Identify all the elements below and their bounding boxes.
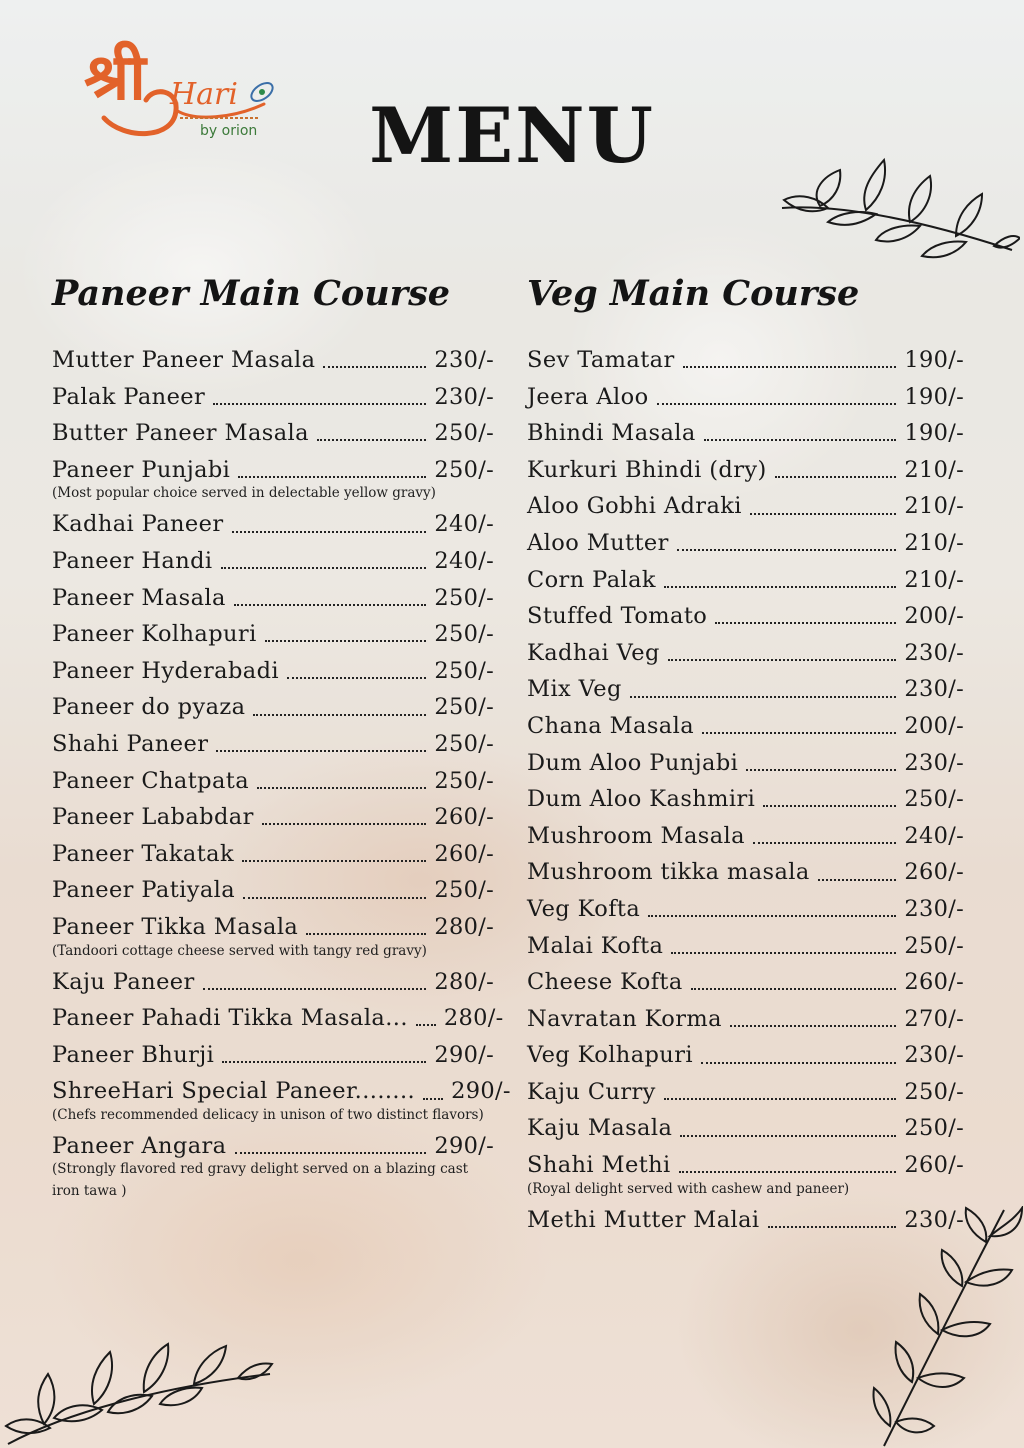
dot-leader (221, 563, 427, 569)
menu-item-name: Paneer Masala (52, 584, 226, 611)
menu-item-price: 250/- (434, 730, 494, 757)
menu-item-name: Paneer Handi (52, 547, 213, 574)
menu-item (527, 854, 964, 891)
menu-item-price: 250/- (434, 420, 494, 447)
menu-item-price: 210/- (904, 566, 964, 593)
menu-item-note: (Strongly flavored red gravy delight served on a blazing cast iron tawa ) (52, 1161, 469, 1200)
menu-item (52, 1000, 504, 1037)
menu-item-name: Shahi Paneer (52, 730, 209, 757)
dot-leader (763, 801, 896, 807)
leaf-branch-icon (4, 1304, 274, 1448)
menu-item-name: Paneer do pyaza (52, 694, 246, 721)
menu-item-price: 230/- (904, 749, 964, 776)
menu-item-price: 210/- (904, 529, 964, 556)
dot-leader (750, 509, 896, 515)
menu-item-price: 240/- (434, 511, 494, 538)
menu-item (527, 745, 964, 782)
menu-item-name: Methi Mutter Malai (527, 1206, 760, 1233)
dot-leader (232, 527, 427, 533)
menu-item (527, 342, 964, 379)
menu-item-name: Mushroom tikka masala (527, 859, 810, 886)
menu-item-name: Navratan Korma (527, 1005, 722, 1032)
menu-item-name: Paneer Patiyala (52, 877, 236, 904)
dot-leader (683, 362, 897, 368)
menu-item (527, 1074, 964, 1111)
menu-item-price: 290/- (434, 1041, 494, 1068)
menu-item (527, 488, 964, 525)
menu-item-name: Stuffed Tomato (527, 603, 708, 630)
menu-item (52, 689, 494, 726)
dot-leader (265, 636, 427, 642)
menu-item-price: 230/- (904, 676, 964, 703)
menu-item-name: Chana Masala (527, 712, 695, 739)
menu-item-name: Paneer Bhurji (52, 1041, 215, 1068)
menu-item (527, 1202, 964, 1239)
dot-leader (702, 728, 896, 734)
dot-leader (753, 838, 896, 844)
menu-item-name: Sev Tamatar (527, 347, 675, 373)
menu-item-price: 190/- (904, 383, 964, 410)
dot-leader (242, 856, 426, 862)
menu-item-name: Paneer Angara (52, 1132, 227, 1159)
menu-item (527, 635, 964, 672)
menu-item-price: 260/- (434, 804, 494, 831)
menu-item-price: 230/- (904, 1206, 964, 1233)
menu-item-price: 260/- (904, 969, 964, 996)
menu-item (52, 964, 494, 1001)
dot-leader (664, 582, 896, 588)
menu-item-name: Aloo Mutter (527, 529, 669, 556)
menu-item-price: 280/- (443, 1005, 504, 1032)
dot-leader (818, 875, 897, 881)
dot-leader (664, 1094, 897, 1100)
menu-item-name: Mushroom Masala (527, 822, 745, 849)
menu-item-name: Kurkuri Bhindi (dry) (527, 456, 767, 483)
menu-item-name: Paneer Chatpata (52, 767, 250, 794)
dot-leader (243, 893, 426, 899)
menu-item-name: Corn Palak (527, 566, 656, 593)
dot-leader (287, 673, 426, 679)
menu-item-note: (Chefs recommended delicacy in unison of two distinct flavors) (52, 1106, 484, 1123)
menu-item (527, 818, 964, 855)
dot-leader (317, 435, 426, 441)
dot-leader (701, 1058, 896, 1064)
menu-item (52, 799, 494, 836)
dot-leader (216, 746, 426, 752)
logo-name: Hari (170, 77, 238, 112)
menu-list (52, 342, 511, 1202)
dot-leader (677, 545, 897, 551)
dot-leader (222, 1057, 426, 1063)
dot-leader (203, 984, 427, 990)
menu-item (527, 1037, 964, 1074)
menu-item-name: Shahi Methi (527, 1152, 671, 1179)
menu-item (52, 726, 494, 763)
menu-item-price: 210/- (904, 493, 964, 520)
dot-leader (257, 783, 426, 789)
dot-leader (253, 710, 426, 716)
dot-leader (715, 618, 896, 624)
menu-item-name: Paneer Takatak (52, 840, 234, 867)
logo-tagline: by orion (200, 123, 258, 139)
dot-leader (648, 911, 896, 917)
menu-item-price: 260/- (904, 1152, 964, 1179)
menu-item (52, 543, 494, 580)
menu-item (527, 708, 964, 745)
menu-item-name: Dum Aloo Punjabi (527, 749, 739, 776)
menu-item-price: 230/- (434, 347, 494, 373)
menu-item (527, 452, 964, 489)
menu-item (527, 598, 964, 635)
dot-leader (680, 1131, 896, 1137)
menu-item-price: 250/- (434, 767, 494, 794)
dot-leader (235, 1148, 427, 1154)
menu-item-price: 250/- (904, 1115, 964, 1142)
menu-item-name: Kadhai Veg (527, 639, 660, 666)
menu-item-price: 250/- (434, 456, 494, 483)
menu-item-price: 200/- (904, 712, 964, 739)
dot-leader (668, 655, 897, 661)
menu-item-price: 270/- (904, 1005, 964, 1032)
menu-item-name: Paneer Punjabi (52, 456, 231, 483)
menu-item-price: 230/- (904, 639, 964, 666)
menu-item (52, 763, 494, 800)
dot-leader (416, 1020, 436, 1026)
menu-item (52, 616, 494, 653)
menu-item-price: 250/- (434, 657, 494, 684)
menu-item (527, 671, 964, 708)
dot-leader (262, 819, 427, 825)
menu-item-name: Malai Kofta (527, 932, 664, 959)
menu-item-name: Paneer Kolhapuri (52, 621, 257, 648)
menu-item (52, 836, 494, 873)
paneer-main-course-section (52, 270, 511, 1204)
menu-item-price: 280/- (434, 968, 494, 995)
veg-main-course-section (527, 270, 964, 1238)
menu-item-note: (Most popular choice served in delectable yellow gravy) (52, 485, 436, 502)
menu-item-name: Mutter Paneer Masala (52, 347, 316, 373)
leaf-branch-icon (854, 1206, 1024, 1448)
menu-item (527, 781, 964, 818)
dot-leader (746, 765, 896, 771)
menu-item-note: (Royal delight served with cashew and paneer) (527, 1180, 850, 1197)
dot-leader (691, 984, 897, 990)
menu-item-price: 250/- (434, 694, 494, 721)
dot-leader (234, 600, 427, 606)
menu-item-name: Kaju Masala (527, 1115, 673, 1142)
menu-item-name: Bhindi Masala (527, 420, 696, 447)
menu-item (52, 415, 494, 452)
menu-item-name: Paneer Tikka Masala (52, 913, 299, 940)
menu-item-name: Kaju Curry (527, 1078, 656, 1105)
menu-item (527, 928, 964, 965)
menu-item (527, 525, 964, 562)
menu-item-price: 210/- (904, 456, 964, 483)
menu-list (527, 342, 964, 1238)
menu-item (52, 506, 494, 543)
menu-item-price: 250/- (434, 877, 494, 904)
menu-item-price: 230/- (434, 383, 494, 410)
menu-item-price: 250/- (434, 621, 494, 648)
dot-leader (238, 472, 426, 478)
menu-item (527, 562, 964, 599)
menu-item-price: 230/- (904, 895, 964, 922)
dot-leader (423, 1094, 443, 1100)
menu-item-price: 290/- (451, 1078, 511, 1105)
page-title: MENU (369, 91, 655, 180)
menu-item-price: 200/- (904, 603, 964, 630)
dot-leader (671, 948, 896, 954)
dot-leader (775, 472, 897, 478)
dot-leader (657, 399, 897, 405)
menu-item-price: 280/- (434, 913, 494, 940)
menu-item-name: Kaju Paneer (52, 968, 195, 995)
leaf-branch-icon (780, 150, 1020, 280)
menu-item-name: Palak Paneer (52, 383, 206, 410)
dot-leader (306, 929, 426, 935)
menu-item-price: 230/- (904, 1042, 964, 1069)
logo-devanagari: श्री (84, 40, 146, 115)
menu-item-name: Dum Aloo Kashmiri (527, 786, 756, 813)
menu-item (52, 1037, 494, 1074)
menu-item (527, 415, 964, 452)
menu-item-name: ShreeHari Special Paneer........ (52, 1078, 416, 1105)
dot-leader (630, 692, 897, 698)
menu-item-name: Veg Kofta (527, 895, 641, 922)
menu-item-name: Butter Paneer Masala (52, 420, 309, 447)
menu-item-name: Paneer Pahadi Tikka Masala... (52, 1005, 408, 1032)
dot-leader (730, 1021, 896, 1027)
menu-item-price: 250/- (434, 584, 494, 611)
menu-item-price: 290/- (434, 1132, 494, 1159)
menu-item (527, 1110, 964, 1147)
menu-item (527, 1001, 964, 1038)
menu-item-price: 190/- (904, 420, 964, 447)
menu-item (52, 342, 494, 379)
dot-leader (213, 399, 426, 405)
section-heading: Veg Main Course (527, 273, 860, 314)
menu-item-name: Cheese Kofta (527, 969, 683, 996)
dot-leader (768, 1222, 897, 1228)
menu-item-name: Aloo Gobhi Adraki (527, 493, 742, 520)
menu-item-name: Kadhai Paneer (52, 511, 224, 538)
dot-leader (679, 1167, 897, 1173)
menu-item (527, 379, 964, 416)
dot-leader (704, 435, 897, 441)
dot-leader (323, 362, 426, 368)
menu-item-price: 240/- (434, 547, 494, 574)
menu-item-name: Paneer Lababdar (52, 804, 254, 831)
menu-item-price: 250/- (904, 1078, 964, 1105)
menu-item-name: Mix Veg (527, 676, 622, 703)
menu-item (52, 653, 494, 690)
menu-item-price: 260/- (904, 859, 964, 886)
menu-item-note: (Tandoori cottage cheese served with tangy red gravy) (52, 942, 427, 959)
menu-item (52, 580, 494, 617)
menu-item (52, 872, 494, 909)
menu-item-price: 250/- (904, 786, 964, 813)
menu-item-price: 240/- (904, 822, 964, 849)
menu-item-price: 260/- (434, 840, 494, 867)
menu-item-price: 190/- (904, 347, 964, 373)
menu-item-price: 250/- (904, 932, 964, 959)
menu-item-name: Jeera Aloo (527, 383, 649, 410)
section-heading: Paneer Main Course (52, 273, 451, 314)
menu-item (527, 964, 964, 1001)
menu-item-name: Veg Kolhapuri (527, 1042, 693, 1069)
menu-item (52, 379, 494, 416)
menu-item-name: Paneer Hyderabadi (52, 657, 280, 684)
menu-item (527, 891, 964, 928)
